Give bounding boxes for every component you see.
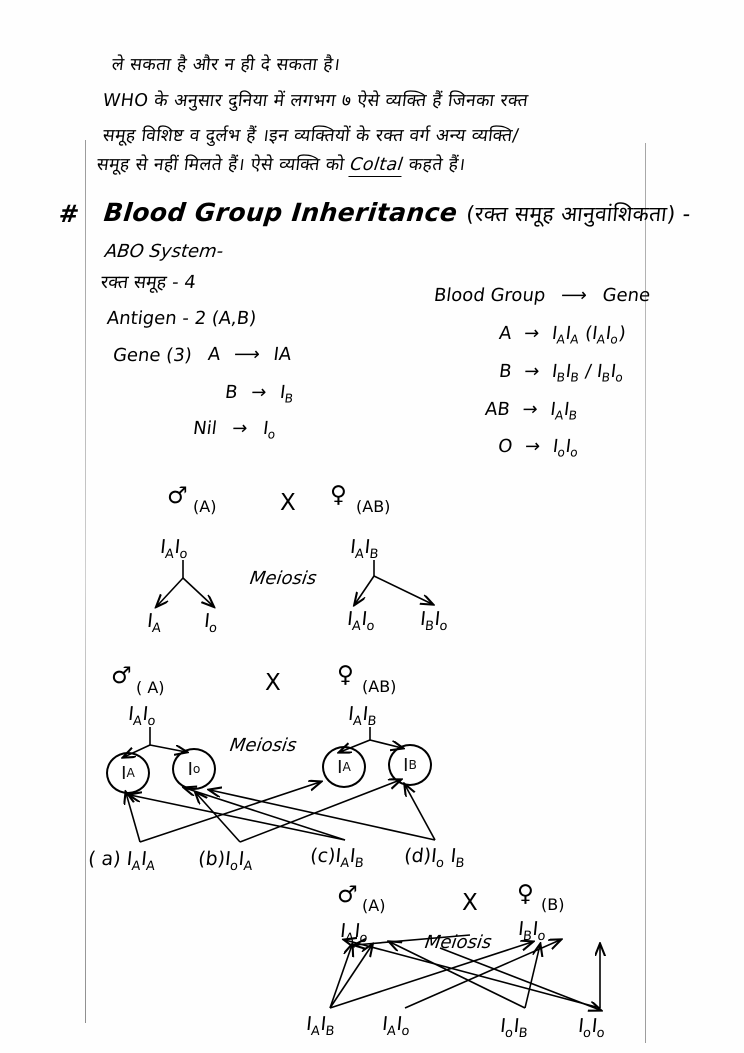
arrow-right-icon: ⟶: [559, 285, 589, 306]
genotype-row-o: [497, 436, 580, 460]
d2-gamete-circle-2: I o: [172, 748, 216, 790]
intro-tail: कहते हैं।: [407, 155, 467, 175]
d2-male-symbol-icon: ♂: [111, 663, 132, 689]
intro-line-4-text: समूह से नहीं मिलते हैं। ऐसे व्यक्ति को: [95, 155, 346, 175]
genotype-row-b-value: $I_BI_B / I_BI_o$: [550, 361, 624, 385]
gene-row-b: [224, 382, 296, 406]
d2-offspring-c: $(c)I_AI_B$: [309, 845, 365, 871]
d2-female-symbol-icon: ♀: [337, 662, 354, 688]
d1-male-symbol-icon: ♂: [167, 483, 188, 509]
left-margin-rule: [85, 140, 86, 1023]
bloodgroup-gene-header-right: Gene: [601, 285, 652, 306]
d3-male-group: (A): [362, 896, 386, 915]
genotype-row-ab: [484, 399, 580, 423]
d2-offspring-d: $(d)I_o$ $I_B$: [403, 845, 466, 871]
intro-line-3: समूह विशिष्ट व दुर्लभ हैं ।इन व्यक्तियों के रक्त वर्ग अन्य व्यक्ति/: [101, 126, 521, 146]
d3-offspring-2: $I_AI_o$: [381, 1013, 411, 1039]
genotype-row-ab-group: AB: [483, 399, 512, 420]
page-title-hi: (रक्त समूह आनुवांशिकता) -: [465, 202, 693, 226]
antigen-count: Antigen - 2 (A,B): [105, 308, 258, 329]
d1-female-gamete-1: $I_AI_o$: [346, 608, 376, 634]
d1-meiosis-label: Meiosis: [248, 568, 318, 589]
gene-row-nil-allele: Nil: [191, 418, 218, 439]
blood-group-count: रक्त समूह - 4: [99, 272, 198, 293]
d3-female-genotype: $I_BI_o$: [517, 918, 547, 944]
genotype-row-o-group: O: [496, 436, 514, 457]
genotype-row-b: [498, 361, 625, 385]
d1-male-gamete-2: $I_o$: [203, 610, 218, 636]
arrow-right-icon: →: [522, 361, 541, 382]
genotype-row-b-group: B: [497, 361, 513, 382]
gene-row-a-gene: IA: [272, 344, 293, 365]
genotype-row-ab-value: $I_AI_B$: [549, 399, 578, 423]
d3-meiosis-label: Meiosis: [423, 932, 493, 953]
genotype-row-a-value: $I_AI_A$ $(I_AI_o)$: [550, 323, 627, 347]
d3-offspring-1: $I_AI_B$: [305, 1013, 336, 1039]
d2-female-genotype: $I_AI_B$: [347, 703, 378, 729]
d1-female-gamete-2: $I_BI_o$: [419, 608, 449, 634]
d3-offspring-3: $I_oI_B$: [499, 1015, 529, 1041]
coltal-term: Coltal: [348, 155, 405, 175]
page-title: [102, 198, 692, 228]
d1-female-symbol-icon: ♀: [330, 482, 347, 508]
gene-row-a-allele: A: [206, 344, 222, 365]
gene-row-b-allele: B: [223, 382, 239, 403]
gene-label: Gene (3): [111, 345, 194, 366]
gene-row-a: [207, 344, 293, 365]
d1-male-gamete-1: $I_A$: [146, 610, 162, 636]
d2-gamete-circle-4: I B: [388, 744, 432, 786]
d2-male-genotype: $I_AI_o$: [127, 703, 157, 729]
d2-meiosis-label: Meiosis: [228, 735, 298, 756]
arrow-right-icon: ⟶: [232, 344, 262, 365]
d2-gamete-circle-1: I A: [106, 752, 150, 794]
d1-female-genotype: $I_AI_B$: [349, 536, 380, 562]
d3-offspring-4: $I_oI_o$: [577, 1015, 606, 1041]
d3-female-group: (B): [541, 895, 565, 914]
genotype-row-a: [498, 323, 627, 347]
d2-cross-symbol: X: [265, 670, 281, 696]
arrow-right-icon: →: [249, 382, 268, 403]
gene-row-nil-gene: $I_o$: [261, 418, 277, 442]
d2-female-group: (AB): [362, 677, 397, 696]
abo-system-heading: ABO System-: [103, 241, 225, 262]
d1-male-group: (A): [193, 497, 217, 516]
arrow-right-icon: →: [522, 323, 541, 344]
gene-row-b-gene: $I_B$: [278, 382, 294, 406]
d1-cross-symbol: X: [280, 490, 296, 516]
right-margin-rule: [645, 143, 646, 1043]
d2-offspring-a: ( a) $I_AI_A$: [87, 848, 156, 874]
d1-male-genotype: $I_AI_o$: [159, 536, 189, 562]
d2-offspring-b: $(b)I_oI_A$: [197, 848, 254, 874]
d3-male-symbol-icon: ♂: [337, 882, 358, 908]
page-title-en: Blood Group Inheritance: [102, 198, 459, 227]
d1-female-group: (AB): [356, 497, 391, 516]
bloodgroup-gene-header: [433, 285, 652, 306]
d2-male-group: ( A): [136, 678, 165, 697]
d2-gamete-circle-3: I A: [322, 746, 366, 788]
intro-line-4: [96, 152, 467, 176]
d3-male-genotype: $I_AI_o$: [339, 920, 369, 946]
genotype-row-o-value: $I_oI_o$: [551, 436, 579, 460]
arrow-right-icon: →: [523, 436, 542, 457]
bloodgroup-gene-header-left: Blood Group: [432, 285, 547, 306]
hash-marker: #: [57, 200, 81, 228]
arrow-right-icon: →: [231, 418, 249, 439]
d3-female-symbol-icon: ♀: [517, 881, 534, 907]
d3-cross-symbol: X: [462, 890, 478, 916]
gene-row-nil: [192, 418, 278, 442]
intro-line-1: ले सकता है और न ही दे सकता है।: [110, 55, 342, 75]
genotype-row-a-group: A: [497, 323, 513, 344]
arrow-right-icon: →: [521, 399, 539, 420]
intro-line-2: WHO के अनुसार दुनिया में लगभग ७ ऐसे व्यक्ति हैं जिनका रक्त: [101, 91, 530, 111]
